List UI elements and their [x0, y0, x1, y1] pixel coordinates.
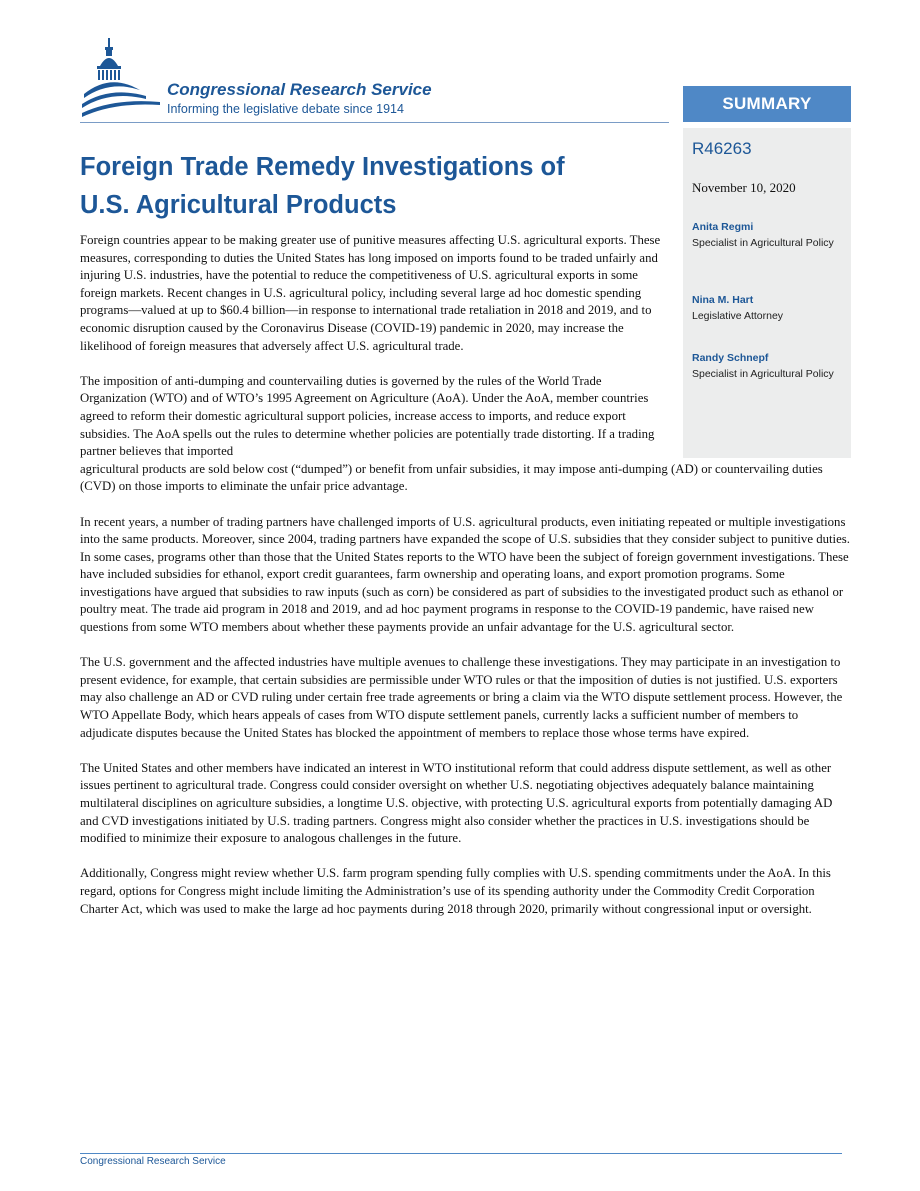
author-name: Nina M. Hart [692, 294, 754, 306]
paragraph: In recent years, a number of trading partners have challenged imports of U.S. agricultural products, even initiating repeated or multiple investigations into the same products. Moreover, since 2004, trading partners have expanded the scope of U.S. subsidies that they consider subject to punitive duties. In some cases, programs other than those that the United States reports to the WTO have been the subject of foreign government investigations. These have included subsidies for ethanol, export credit guarantees, farm ownership and operating loans, and export promotion programs. Some investigations have argued that subsidies to raw inputs (such as corn) be considered as part of subsidies to the investigated product such as ethanol or poultry meat. The trade aid program in 2018 and 2019, and ad hoc payment programs in response to the COVID-19 pandemic, have raised new questions from some WTO members about whether these payments provide an unfair advantage for the U.S. agricultural sector. [80, 514, 850, 635]
summary-banner: SUMMARY [683, 86, 851, 122]
author-name: Randy Schnepf [692, 352, 769, 364]
author-role: Specialist in Agricultural Policy [692, 368, 834, 380]
org-tagline: Informing the legislative debate since 1914 [167, 102, 404, 116]
author-role: Legislative Attorney [692, 310, 784, 322]
footer-org-name: Congressional Research Service [80, 1156, 226, 1167]
report-date: November 10, 2020 [692, 180, 796, 195]
title-line: U.S. Agricultural Products [80, 191, 397, 219]
footer-divider [80, 1153, 842, 1154]
paragraph: agricultural products are sold below cost (“dumped”) or benefit from unfair subsidies, it may impose anti-dumping (AD) or countervailing duties (CVD) on those imports to eliminate the unfair price advantage. [80, 461, 823, 494]
title-line: Foreign Trade Remedy Investigations of [80, 153, 565, 181]
capitol-dome-icon [80, 36, 164, 122]
crs-logo [80, 36, 480, 122]
paragraph: Additionally, Congress might review whether U.S. farm program spending fully complies with U.S. spending commitments under the AoA. In this regard, options for Congress might include limiting the Administration’s use of its spending authority under the Commodity Credit Corporation Charter Act, which was used to make the large ad hoc payments during 2018 through 2020, primarily without congressional input or oversight. [80, 866, 831, 916]
report-title [80, 148, 670, 224]
paragraph: Foreign countries appear to be making greater use of punitive measures affecting U.S. agricultural exports. These measures, corresponding to duties the United States has long imposed on imports found to be traded unfairly and injuring U.S. industries, have the potential to reduce the competitiveness of U.S. agricultural exports in some foreign markets. Recent changes in U.S. agricultural policy, including several large ad hoc domestic spending programs—valued at up to $60.4 billion—in response to international trade retaliation in 2018 and 2019, and to economic disruption caused by the Coronavirus Disease (COVID-19) pandemic in 2020, may increase the likelihood of foreign measures that adversely affect U.S. agricultural trade. [80, 233, 661, 353]
author-name: Anita Regmi [692, 221, 754, 233]
paragraph: The United States and other members have indicated an interest in WTO institutional reform that could address dispute settlement, as well as other issues pertinent to agricultural trade. Congress could consider oversight on whether U.S. negotiating objectives adequately balance maintaining multilateral disciplines on agriculture subsidies, a longtime U.S. objective, with protecting U.S. agricultural exports from potentially damaging AD and CVD investigations initiated by U.S. trading partners. Congress might also consider whether the practices in U.S. investigations should be modified to minimize their exposure to analogous challenges in the future. [80, 760, 833, 846]
org-name: Congressional Research Service [167, 80, 432, 99]
report-id: R46263 [692, 139, 752, 158]
paragraph: The U.S. government and the affected industries have multiple avenues to challenge these investigations. They may participate in an investigation to present evidence, for example, that certain subsidies are permissible under WTO rules or that the imposition of duties is not justified. U.S. exporters may also challenge an AD or CVD ruling under certain free trade agreements or bring a claim via the WTO dispute settlement process. However, the WTO Appellate Body, which hears appeals of cases from WTO dispute settlement panels, currently lacks a sufficient number of members to adjudicate disputes because the United States has blocked the appointment of members to replace those whose terms have expired. [80, 655, 843, 740]
author-role: Specialist in Agricultural Policy [692, 237, 834, 249]
header-divider [80, 122, 669, 123]
summary-body [80, 232, 850, 936]
paragraph: The imposition of anti-dumping and countervailing duties is governed by the rules of the World Trade Organization (WTO) and of WTO’s 1995 Agreement on Agriculture (AoA). Under the AoA, member countries agreed to reform their domestic agricultural support policies, increase access to imports, and reduce export subsidies. The AoA spells out the rules to determine whether policies are potentially trade distorting. If a trading partner believes that imported [80, 373, 655, 459]
